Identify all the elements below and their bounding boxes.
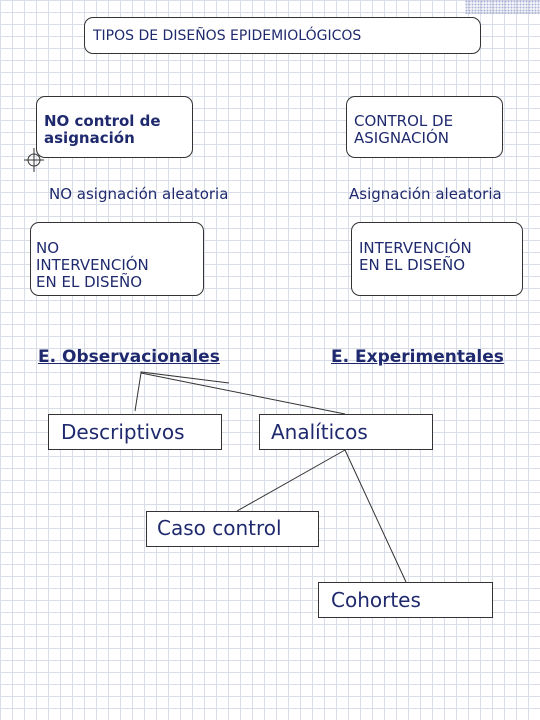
random-assignment-text: Asignación aleatoria <box>349 185 502 203</box>
connector-observational-split <box>135 373 141 411</box>
descriptive-label: Descriptivos <box>61 420 185 444</box>
observational-category: E. Observacionales <box>38 347 220 367</box>
diagram-title: TIPOS DE DISEÑOS EPIDEMIOLÓGICOS <box>93 28 362 44</box>
cohorts-label: Cohortes <box>331 588 421 612</box>
case-control-label: Caso control <box>157 516 282 540</box>
intervention-label: INTERVENCIÓN EN EL DISEÑO <box>359 239 472 274</box>
experimental-category: E. Experimentales <box>331 347 504 367</box>
no-control-label: NO control de asignación <box>44 112 161 147</box>
connector-analytic-to-cohorts <box>345 450 406 582</box>
analytic-label: Analíticos <box>271 420 368 444</box>
connector-analytic-to-case-control <box>237 450 345 511</box>
no-intervention-label: NO INTERVENCIÓN EN EL DISEÑO <box>36 239 149 291</box>
connector-observational-to-analytic <box>141 373 345 414</box>
control-label: CONTROL DE ASIGNACIÓN <box>354 112 454 147</box>
no-random-assignment-text: NO asignación aleatoria <box>49 185 229 203</box>
